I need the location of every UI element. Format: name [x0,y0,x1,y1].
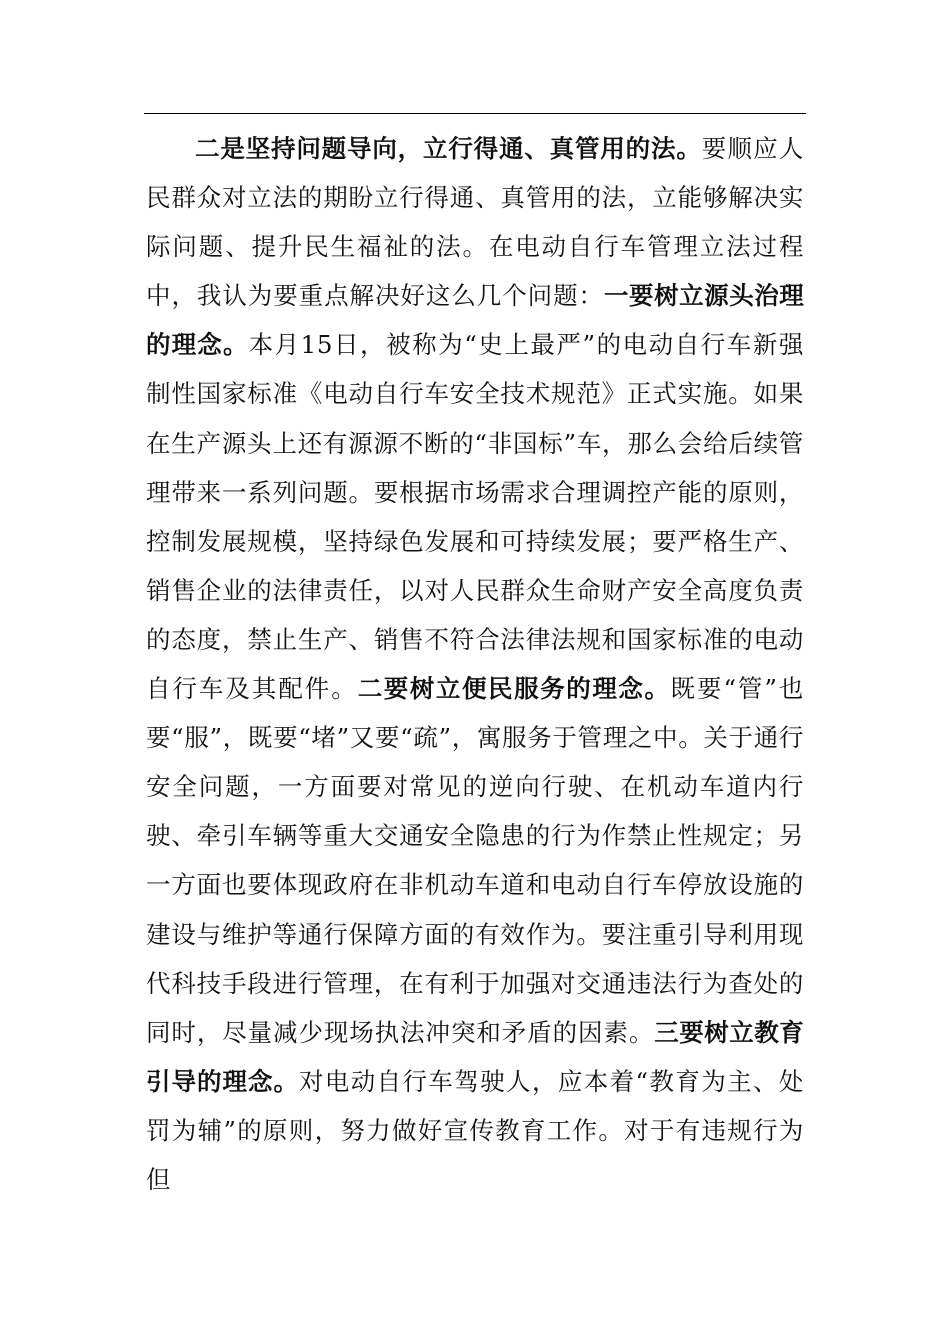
text-segment: 要顺应人民群众对立法的期盼立行得通、真管用的法，立能够解决实际问题、提升民生福祉的法。在电动自行车管理立法过程中，我认为要重点解决好这么几个问题： [146,134,805,311]
text-segment: 对电动自行车驾驶人，应本着“教育为主、处罚为辅”的原则，努力做好宣传教育工作。对于有违规行为但 [146,1066,804,1194]
bold-heading-segment: 二是坚持问题导向，立行得通、真管用的法。 [195,134,702,163]
text-segment: 本月15日，被称为“史上最严”的电动自行车新强制性国家标准《电动自行车安全技术规范》正式实施。如果在生产源头上还有源源不断的“非国标”车，那么会给后续管理带来一系列问题。要根据市场需求合理调控产能的原则，控制发展规模，坚持绿色发展和可持续发展；要严格生产、销售企业的法律责任，以对人民群众生命财产安全高度负责的态度，禁止生产、销售不符合法律法规和国家标准的电动自行车及其配件。 [146,330,804,704]
bold-heading-segment: 一要树立源头治理的理念。 [146,281,804,360]
body-paragraph [146,124,804,1204]
text-segment: 既要“管”也要“服”，既要“堵”又要“疏”，寓服务于管理之中。关于通行安全问题，一方面要对常见的逆向行驶、在机动车道内行驶、牵引车辆等重大交通安全隐患的行为作禁止性规定；另一方面也要体现政府在非机动车道和电动自行车停放设施的建设与维护等通行保障方面的有效作为。要注重引导利用现代科技手段进行管理，在有利于加强对交通违法行为查处的同时，尽量减少现场执法冲突和矛盾的因素。 [146,674,804,1047]
header-rule [144,113,806,114]
bold-heading-segment: 三要树立教育引导的理念。 [146,1017,805,1096]
bold-heading-segment: 二要树立便民服务的理念。 [357,674,671,704]
